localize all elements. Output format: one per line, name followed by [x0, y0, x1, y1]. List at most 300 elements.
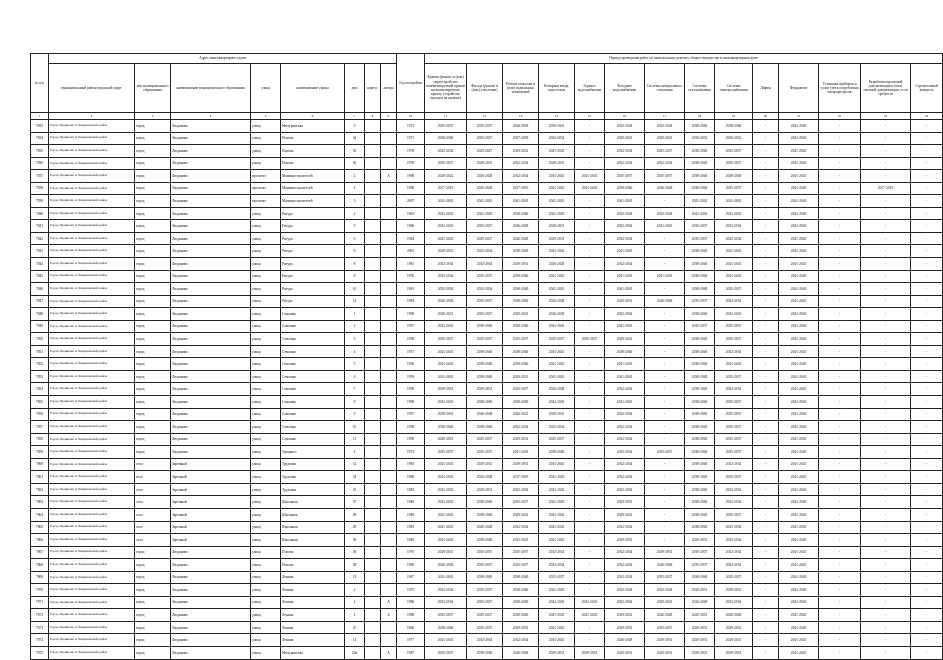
table-cell: 5 [345, 232, 365, 245]
table-cell: 2026-2028 [539, 258, 575, 271]
table-cell: 2038-2040 [685, 308, 715, 321]
table-cell: 2041-2043 [779, 546, 819, 559]
table-row [31, 396, 943, 409]
table-cell: - [753, 170, 779, 183]
table-cell: 7841 [31, 220, 49, 233]
table-cell: 2038-2040 [467, 534, 503, 547]
table-cell: 2032-2034 [715, 521, 753, 534]
table-cell: 2029-2031 [539, 408, 575, 421]
table-cell: улица [251, 471, 281, 484]
table-cell: - [911, 496, 943, 509]
table-cell: город [135, 145, 171, 158]
table-cell: Людиново [171, 421, 251, 434]
table-cell: 2035-2037 [425, 120, 467, 133]
table-cell [365, 220, 381, 233]
table-cell: 2038-2040 [503, 609, 539, 622]
table-cell: 5 [345, 120, 365, 133]
table-cell: город [135, 446, 171, 459]
table-cell: 2026-2028 [645, 182, 685, 195]
table-cell: Город Людиново и Людиновский район [49, 370, 135, 383]
table-cell: Ленина [281, 621, 345, 634]
table-cell: 2029-2031 [715, 621, 753, 634]
table-cell: 2032-2034 [605, 157, 645, 170]
table-cell: - [645, 508, 685, 521]
table-cell: 2037-2039 [503, 132, 539, 145]
table-cell: село [135, 458, 171, 471]
table-cell: 9 [345, 408, 365, 421]
group-address: Адрес многоквартирного дома [49, 54, 397, 64]
table-cell: - [753, 132, 779, 145]
table-cell [381, 446, 397, 459]
table-cell: Город Людиново и Людиновский район [49, 396, 135, 409]
table-cell: 2026-2028 [467, 408, 503, 421]
table-cell: - [819, 358, 861, 371]
table-cell: 2041-2043 [425, 396, 467, 409]
table-cell: - [819, 634, 861, 647]
table-cell: - [753, 120, 779, 133]
table-cell: 1958 [397, 421, 425, 434]
table-cell: 2041-2043 [605, 270, 645, 283]
table-cell: Семашко [281, 370, 345, 383]
table-cell: Заречный [171, 483, 251, 496]
table-cell: 2041-2043 [715, 358, 753, 371]
table-row [31, 621, 943, 634]
table-cell: 1983 [397, 483, 425, 496]
table-cell: 2017-2019 [861, 182, 911, 195]
table-cell [365, 258, 381, 271]
table-cell: 2035-2037 [467, 446, 503, 459]
table-cell: 2038-2040 [467, 358, 503, 371]
table-cell [381, 182, 397, 195]
table-cell: 2038-2040 [503, 345, 539, 358]
table-cell: 7854 [31, 383, 49, 396]
table-cell: Город Людиново и Людиновский район [49, 408, 135, 421]
table-cell: - [911, 483, 943, 496]
table-cell [365, 508, 381, 521]
table-cell: улица [251, 596, 281, 609]
table-cell: 2032-2034 [425, 283, 467, 296]
table-cell: 47 [345, 496, 365, 509]
table-cell: 1983 [397, 534, 425, 547]
table-cell: - [861, 634, 911, 647]
table-cell [381, 320, 397, 333]
table-cell: - [911, 232, 943, 245]
table-cell: 2035-2037 [715, 145, 753, 158]
table-cell [381, 408, 397, 421]
table-row [31, 596, 943, 609]
table-cell: улица [251, 634, 281, 647]
table-cell: 2041-2043 [779, 621, 819, 634]
table-cell: 2038-2040 [685, 170, 715, 183]
table-cell: - [911, 596, 943, 609]
table-cell: Машиностроителей [281, 170, 345, 183]
table-cell: - [911, 207, 943, 220]
table-cell: 2029-2031 [605, 496, 645, 509]
table-cell: 2041-2043 [779, 609, 819, 622]
table-cell: 2038-2040 [715, 170, 753, 183]
table-cell: - [861, 295, 911, 308]
table-cell: - [753, 157, 779, 170]
table-cell: Людиново [171, 245, 251, 258]
table-cell: - [911, 609, 943, 622]
table-cell: 1958 [397, 396, 425, 409]
table-cell: - [819, 195, 861, 208]
table-cell: 2032-2034 [539, 546, 575, 559]
table-cell: 2032-2034 [605, 383, 645, 396]
table-cell: 2041-2043 [715, 245, 753, 258]
table-cell: 2029-2031 [715, 634, 753, 647]
table-cell: 2 [345, 170, 365, 183]
table-cell: 2029-2031 [467, 458, 503, 471]
table-cell: улица [251, 433, 281, 446]
table-cell: 2035-2037 [503, 496, 539, 509]
table-cell: 1958 [397, 333, 425, 346]
table-cell: Ленина [281, 596, 345, 609]
table-cell: 2035-2037 [685, 220, 715, 233]
table-cell: 2032-2034 [645, 120, 685, 133]
table-cell: 2029-2031 [503, 370, 539, 383]
table-cell: 2041-2043 [779, 270, 819, 283]
table-cell: Ленина [281, 584, 345, 597]
table-cell: Людиново [171, 546, 251, 559]
table-cell: 7836 [31, 157, 49, 170]
table-cell: село [135, 534, 171, 547]
table-cell: Ригура [281, 220, 345, 233]
table-cell [381, 458, 397, 471]
table-cell: Город Людиново и Людиновский район [49, 295, 135, 308]
table-cell: 2041-2043 [779, 421, 819, 434]
table-cell: 7857 [31, 421, 49, 434]
table-cell: - [753, 546, 779, 559]
table-row [31, 308, 943, 321]
table-cell: - [645, 245, 685, 258]
table-cell: Людиново [171, 333, 251, 346]
table-cell: 2032-2034 [539, 421, 575, 434]
table-cell: 2035-2037 [685, 559, 715, 572]
table-cell: 7856 [31, 408, 49, 421]
table-cell [381, 534, 397, 547]
table-cell: Город Людиново и Людиновский район [49, 483, 135, 496]
table-cell: Ригура [281, 270, 345, 283]
table-cell: 2029-2031 [467, 383, 503, 396]
table-cell [381, 220, 397, 233]
column-header: Холодное водоснабжение [605, 64, 645, 113]
table-cell: 2032-2034 [715, 496, 753, 509]
table-cell: 2029-2031 [539, 157, 575, 170]
table-cell [365, 195, 381, 208]
table-cell: - [911, 258, 943, 271]
table-cell: 2041-2043 [685, 207, 715, 220]
table-cell: 2035-2037 [467, 584, 503, 597]
table-cell [365, 145, 381, 158]
table-cell: - [753, 320, 779, 333]
table-row [31, 182, 943, 195]
column-header: Горячее водоснабжение [575, 64, 605, 113]
table-cell: - [575, 534, 605, 547]
table-row [31, 320, 943, 333]
table-cell: 3 [345, 195, 365, 208]
table-cell: - [861, 546, 911, 559]
table-cell: 2032-2034 [605, 145, 645, 158]
column-header: Системы газоснабжения [685, 64, 715, 113]
table-cell: - [819, 182, 861, 195]
column-number: 24 [911, 113, 943, 120]
table-cell: - [861, 408, 911, 421]
table-cell: 1956 [397, 358, 425, 371]
table-cell: город [135, 634, 171, 647]
table-cell: - [753, 220, 779, 233]
table-cell: 2041-2043 [539, 458, 575, 471]
table-cell: 7864 [31, 508, 49, 521]
table-cell: 2038-2040 [685, 521, 715, 534]
table-cell: 2032-2034 [503, 421, 539, 434]
table-cell: Город Людиново и Людиновский район [49, 546, 135, 559]
table-cell [381, 559, 397, 572]
table-cell: - [861, 132, 911, 145]
table-cell: 2035-2037 [715, 408, 753, 421]
table-cell: 2038-2040 [685, 370, 715, 383]
table-cell: 2041-2043 [779, 345, 819, 358]
table-cell: 2041-2043 [715, 258, 753, 271]
table-cell: 2041-2043 [715, 308, 753, 321]
table-cell: - [575, 220, 605, 233]
table-cell [365, 521, 381, 534]
table-row [31, 421, 943, 434]
table-cell: 2035-2037 [715, 333, 753, 346]
column-number: 5 [251, 113, 281, 120]
table-cell: Город Людиново и Людиновский район [49, 508, 135, 521]
table-cell: 2026-2028 [715, 609, 753, 622]
table-cell: 2041-2043 [645, 270, 685, 283]
table-cell: 2035-2037 [715, 283, 753, 296]
table-cell: улица [251, 521, 281, 534]
table-cell: Людиново [171, 446, 251, 459]
table-cell: А [381, 170, 397, 183]
table-cell: 2035-2037 [425, 446, 467, 459]
table-cell: 1 [345, 308, 365, 321]
table-cell: 2029-2031 [425, 308, 467, 321]
table-cell: 2041-2043 [715, 195, 753, 208]
column-number: 16 [605, 113, 645, 120]
table-cell [365, 621, 381, 634]
table-body [31, 120, 943, 660]
table-cell: - [753, 145, 779, 158]
table-cell: город [135, 584, 171, 597]
table-cell: 2038-2040 [503, 207, 539, 220]
table-cell: 2041-2043 [779, 521, 819, 534]
table-row [31, 220, 943, 233]
table-cell: 2038-2040 [425, 421, 467, 434]
table-cell: 2038-2040 [685, 258, 715, 271]
table-cell: 2041-2043 [715, 270, 753, 283]
table-cell: 2041-2043 [539, 521, 575, 534]
table-cell: - [819, 145, 861, 158]
table-cell: 2026-2028 [539, 308, 575, 321]
table-cell: 2041-2043 [779, 320, 819, 333]
table-cell [365, 245, 381, 258]
table-cell: - [861, 534, 911, 547]
column-number: 3 [135, 113, 171, 120]
table-cell: 4 [345, 446, 365, 459]
table-cell: - [575, 396, 605, 409]
table-cell: 7840 [31, 207, 49, 220]
table-cell: 2038-2040 [685, 396, 715, 409]
table-cell: 7845 [31, 270, 49, 283]
table-cell: - [911, 120, 943, 133]
table-cell: 2041-2043 [605, 245, 645, 258]
table-cell: - [753, 333, 779, 346]
repair-schedule-table [30, 53, 943, 660]
table-cell: 2041-2043 [779, 245, 819, 258]
table-cell: 1987 [397, 646, 425, 659]
table-cell: 2035-2037 [715, 508, 753, 521]
table-cell: - [861, 170, 911, 183]
table-cell: улица [251, 508, 281, 521]
table-cell: - [753, 283, 779, 296]
table-cell [365, 471, 381, 484]
table-cell: улица [251, 458, 281, 471]
table-cell: 2041-2043 [503, 446, 539, 459]
table-cell: 7839 [31, 195, 49, 208]
table-cell: - [911, 295, 943, 308]
table-cell: - [819, 621, 861, 634]
table-cell: 2032-2034 [605, 571, 645, 584]
table-cell: Город Людиново и Людиновский район [49, 421, 135, 434]
table-cell: - [911, 245, 943, 258]
table-cell: 2032-2034 [425, 270, 467, 283]
table-cell: - [575, 571, 605, 584]
table-cell: 7866 [31, 534, 49, 547]
table-cell [381, 358, 397, 371]
table-cell: - [861, 646, 911, 659]
table-cell: 7835 [31, 145, 49, 158]
table-cell: 2032-2034 [715, 232, 753, 245]
table-cell: 2029-2031 [685, 609, 715, 622]
table-cell: - [645, 496, 685, 509]
table-cell: 7855 [31, 396, 49, 409]
table-cell: город [135, 195, 171, 208]
table-cell: 2038-2040 [715, 120, 753, 133]
table-cell: 2029-2031 [425, 245, 467, 258]
table-cell: - [861, 333, 911, 346]
table-cell: 2030-2032 [715, 132, 753, 145]
table-cell: улица [251, 207, 281, 220]
table-row [31, 646, 943, 659]
table-cell: 2035-2037 [467, 596, 503, 609]
table-cell: улица [251, 534, 281, 547]
table-cell: - [575, 258, 605, 271]
table-cell: 2035-2037 [685, 232, 715, 245]
table-cell: проспект [251, 170, 281, 183]
table-cell: 2029-2031 [685, 634, 715, 647]
table-cell: 2035-2037 [503, 333, 539, 346]
table-cell: Город Людиново и Людиновский район [49, 471, 135, 484]
table-cell: село [135, 508, 171, 521]
table-cell: - [575, 383, 605, 396]
table-cell: 2041-2043 [539, 471, 575, 484]
table-cell: Город Людиново и Людиновский район [49, 584, 135, 597]
table-cell: Семашко [281, 433, 345, 446]
table-cell: - [861, 195, 911, 208]
table-cell: Город Людиново и Людиновский район [49, 559, 135, 572]
table-cell [381, 471, 397, 484]
table-cell: - [911, 358, 943, 371]
table-cell: 2017-2019 [503, 471, 539, 484]
table-cell: - [861, 609, 911, 622]
table-cell: 1981 [397, 258, 425, 271]
table-cell [381, 383, 397, 396]
table-cell: - [575, 132, 605, 145]
header-year: Год постройки [397, 54, 425, 113]
table-cell: - [911, 145, 943, 158]
table-cell: 2020-2022 [425, 170, 467, 183]
column-header: наименование улицы [281, 64, 345, 113]
table-cell: Людиново [171, 207, 251, 220]
table-cell: - [645, 258, 685, 271]
table-row [31, 534, 943, 547]
table-cell: 38 [345, 559, 365, 572]
table-cell: 2032-2034 [605, 258, 645, 271]
table-cell: 2041-2043 [425, 534, 467, 547]
table-cell: Людиново [171, 283, 251, 296]
table-cell: 2041-2043 [779, 170, 819, 183]
table-cell [365, 646, 381, 659]
table-cell: Попова [281, 157, 345, 170]
table-cell: - [819, 521, 861, 534]
table-cell: город [135, 258, 171, 271]
table-cell: город [135, 559, 171, 572]
table-cell: 50 [345, 534, 365, 547]
table-cell: - [575, 270, 605, 283]
table-cell: 1972 [397, 446, 425, 459]
table-cell: - [861, 320, 911, 333]
table-cell [365, 358, 381, 371]
table-cell: 2029-2031 [605, 646, 645, 659]
table-cell: Ленина [281, 634, 345, 647]
table-cell: 2032-2034 [605, 446, 645, 459]
table-cell: улица [251, 546, 281, 559]
table-cell: 2041-2043 [779, 534, 819, 547]
table-row [31, 546, 943, 559]
table-cell: Людиново [171, 145, 251, 158]
column-header: корпус [365, 64, 381, 113]
table-cell: Заречный [171, 471, 251, 484]
table-cell: Город Людиново и Людиновский район [49, 270, 135, 283]
table-cell: 2041-2043 [605, 320, 645, 333]
table-cell: город [135, 621, 171, 634]
table-cell: Город Людиново и Людиновский район [49, 320, 135, 333]
table-cell: Город Людиново и Людиновский район [49, 132, 135, 145]
table-cell: - [753, 270, 779, 283]
table-cell: - [861, 508, 911, 521]
table-cell: 1986 [397, 609, 425, 622]
table-cell [365, 433, 381, 446]
table-cell: - [575, 584, 605, 597]
table-cell: - [753, 584, 779, 597]
table-cell: Трудовая [281, 471, 345, 484]
table-cell: 2041-2043 [539, 508, 575, 521]
table-cell: - [819, 571, 861, 584]
table-cell: город [135, 596, 171, 609]
table-cell: 3 [345, 333, 365, 346]
table-cell: Семашко [281, 421, 345, 434]
column-number: 13 [503, 113, 539, 120]
table-cell: 2041-2043 [779, 333, 819, 346]
table-cell: 2038-2040 [685, 421, 715, 434]
table-cell: Город Людиново и Людиновский район [49, 646, 135, 659]
table-cell: 2029-2031 [645, 634, 685, 647]
table-row [31, 370, 943, 383]
